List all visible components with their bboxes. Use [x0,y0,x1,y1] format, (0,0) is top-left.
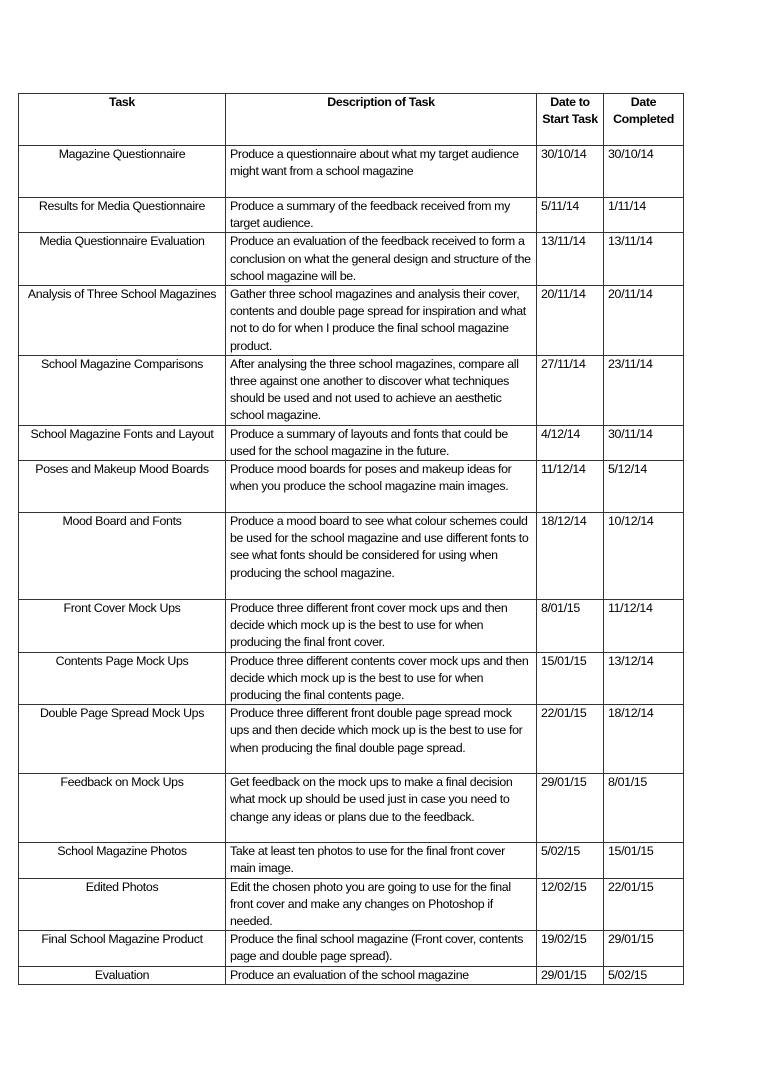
start-date-cell: 29/01/15 [537,966,604,984]
start-date-cell: 5/11/14 [537,198,604,233]
completed-date-cell: 13/11/14 [604,233,684,286]
task-cell: School Magazine Comparisons [19,355,226,425]
description-cell: Produce three different front cover mock ups and then decide which mock up is the best to use for when producing the final front cover. [226,600,537,653]
table-row [19,705,684,774]
task-cell: School Magazine Photos [19,843,226,878]
completed-date-cell: 30/11/14 [604,425,684,460]
table-row [19,966,684,984]
description-cell: Take at least ten photos to use for the final front cover main image. [226,843,537,878]
header-row [19,94,684,146]
table-body [19,146,684,985]
task-cell: Edited Photos [19,878,226,931]
start-date-cell: 29/01/15 [537,774,604,843]
start-date-cell: 8/01/15 [537,600,604,653]
start-date-cell: 30/10/14 [537,146,604,198]
task-cell: Results for Media Questionnaire [19,198,226,233]
task-cell: Double Page Spread Mock Ups [19,705,226,774]
task-cell: Media Questionnaire Evaluation [19,233,226,286]
task-cell: Evaluation [19,966,226,984]
header-description: Description of Task [226,94,537,146]
production-schedule-table [18,93,684,985]
task-cell: Poses and Makeup Mood Boards [19,461,226,513]
table-row [19,355,684,425]
task-cell: Feedback on Mock Ups [19,774,226,843]
completed-date-cell: 22/01/15 [604,878,684,931]
completed-date-cell: 15/01/15 [604,843,684,878]
description-cell: Produce mood boards for poses and makeup ideas for when you produce the school magazine main images. [226,461,537,513]
table-row [19,931,684,966]
task-cell: School Magazine Fonts and Layout [19,425,226,460]
table-row [19,600,684,653]
description-cell: Produce three different front double page spread mock ups and then decide which mock up is the best to use for when producing the final double page spread. [226,705,537,774]
table-row [19,774,684,843]
description-cell: Produce a questionnaire about what my target audience might want from a school magazine [226,146,537,198]
start-date-cell: 5/02/15 [537,843,604,878]
start-date-cell: 4/12/14 [537,425,604,460]
task-cell: Final School Magazine Product [19,931,226,966]
header-date-start: Date to Start Task [537,94,604,146]
description-cell: Edit the chosen photo you are going to use for the final front cover and make any changes on Photoshop if needed. [226,878,537,931]
description-cell: Produce the final school magazine (Front cover, contents page and double page spread). [226,931,537,966]
task-cell: Analysis of Three School Magazines [19,286,226,356]
completed-date-cell: 30/10/14 [604,146,684,198]
table-row [19,233,684,286]
completed-date-cell: 13/12/14 [604,652,684,705]
table-row [19,513,684,600]
start-date-cell: 11/12/14 [537,461,604,513]
description-cell: After analysing the three school magazines, compare all three against one another to discover what techniques should be used and not used to achieve an aesthetic school magazine. [226,355,537,425]
start-date-cell: 22/01/15 [537,705,604,774]
table-row [19,146,684,198]
description-cell: Gather three school magazines and analysis their cover, contents and double page spread for inspiration and what not to do for when I produce the final school magazine product. [226,286,537,356]
description-cell: Produce a summary of layouts and fonts that could be used for the school magazine in the future. [226,425,537,460]
table-row [19,198,684,233]
description-cell: Get feedback on the mock ups to make a final decision what mock up should be used just in case you need to change any ideas or plans due to the feedback. [226,774,537,843]
table-row [19,843,684,878]
start-date-cell: 19/02/15 [537,931,604,966]
header-task: Task [19,94,226,146]
description-cell: Produce an evaluation of the feedback received to form a conclusion on what the general design and structure of the school magazine will be. [226,233,537,286]
start-date-cell: 12/02/15 [537,878,604,931]
description-cell: Produce a summary of the feedback received from my target audience. [226,198,537,233]
table-row [19,878,684,931]
completed-date-cell: 18/12/14 [604,705,684,774]
table-row [19,425,684,460]
completed-date-cell: 8/01/15 [604,774,684,843]
description-cell: Produce three different contents cover mock ups and then decide which mock up is the best to use for when producing the final contents page. [226,652,537,705]
description-cell: Produce a mood board to see what colour schemes could be used for the school magazine and use different fonts to see what fonts should be considered for using when producing the school magazine. [226,513,537,600]
completed-date-cell: 5/12/14 [604,461,684,513]
completed-date-cell: 11/12/14 [604,600,684,653]
start-date-cell: 20/11/14 [537,286,604,356]
completed-date-cell: 29/01/15 [604,931,684,966]
start-date-cell: 15/01/15 [537,652,604,705]
start-date-cell: 18/12/14 [537,513,604,600]
start-date-cell: 13/11/14 [537,233,604,286]
task-cell: Front Cover Mock Ups [19,600,226,653]
task-cell: Magazine Questionnaire [19,146,226,198]
completed-date-cell: 1/11/14 [604,198,684,233]
start-date-cell: 27/11/14 [537,355,604,425]
description-cell: Produce an evaluation of the school magazine [226,966,537,984]
task-cell: Mood Board and Fonts [19,513,226,600]
completed-date-cell: 23/11/14 [604,355,684,425]
completed-date-cell: 10/12/14 [604,513,684,600]
completed-date-cell: 20/11/14 [604,286,684,356]
table-row [19,286,684,356]
header-date-completed: Date Completed [604,94,684,146]
completed-date-cell: 5/02/15 [604,966,684,984]
table-row [19,652,684,705]
table-row [19,461,684,513]
task-cell: Contents Page Mock Ups [19,652,226,705]
